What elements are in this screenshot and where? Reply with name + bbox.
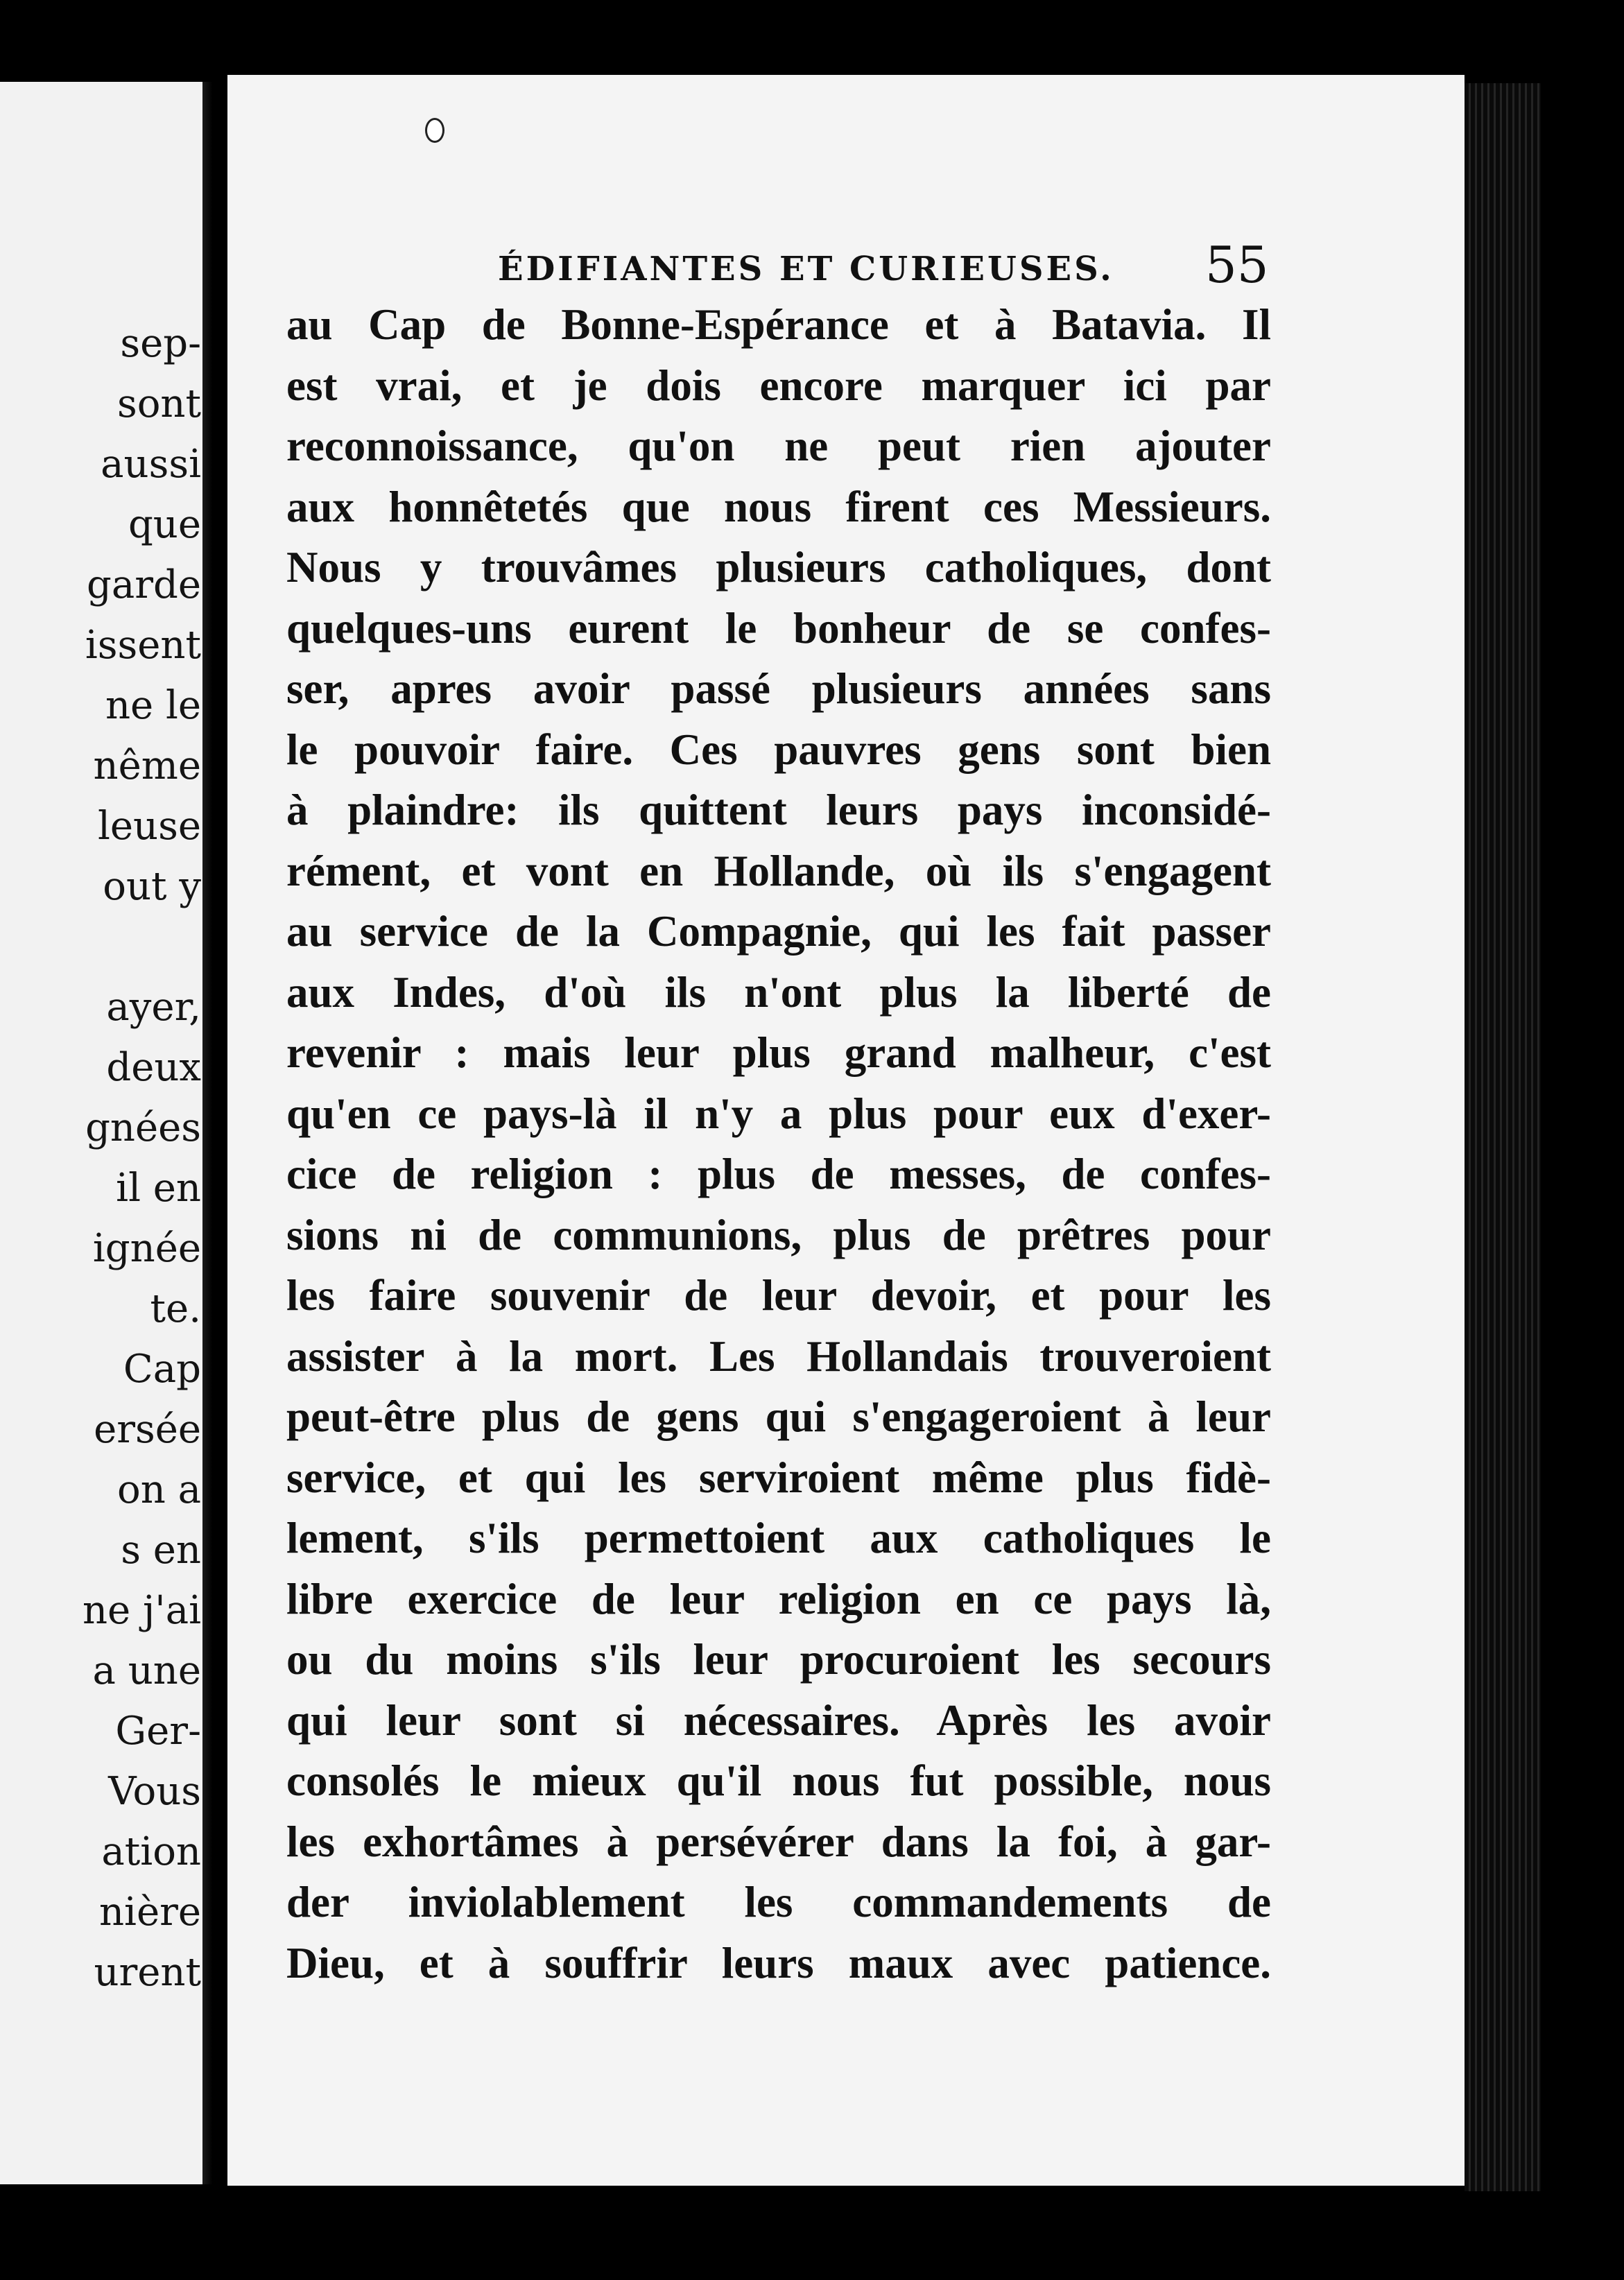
- text-line: le pouvoir faire. Ces pauvres gens sont bien: [286, 725, 1271, 774]
- text-line: au service de la Compagnie, qui les fait passer: [286, 907, 1271, 956]
- facing-page-fragment: a une: [92, 1648, 201, 1693]
- facing-page-fragment: Cap: [123, 1347, 201, 1392]
- text-line: Dieu, et à souffrir leurs maux avec patience.: [286, 1938, 1271, 1987]
- facing-page-fragment: sep-: [120, 321, 201, 366]
- page-number: 55: [1205, 236, 1269, 294]
- text-line: rément, et vont en Hollande, où ils s'engagent: [286, 846, 1271, 895]
- facing-page-fragment: Vous: [108, 1769, 201, 1814]
- page-55: [227, 75, 1465, 2186]
- facing-page-fragment: garde: [87, 562, 201, 607]
- facing-page-fragment: nême: [93, 743, 201, 788]
- facing-page-fragment: issent: [85, 623, 201, 668]
- text-line: ou du moins s'ils leur procuroient les secours: [286, 1635, 1271, 1684]
- text-line: revenir : mais leur plus grand malheur, c'est: [286, 1028, 1271, 1077]
- facing-page-fragment: urent: [94, 1950, 201, 1995]
- facing-page-fragment: nière: [98, 1890, 201, 1935]
- facing-page-fragment: Ger-: [115, 1709, 201, 1754]
- paper-blemish: [425, 118, 444, 143]
- text-line: service, et qui les serviroient même plus fidè-: [286, 1453, 1271, 1502]
- text-line: der inviolablement les commandements de: [286, 1878, 1271, 1926]
- facing-page-fragment: leuse: [98, 804, 201, 849]
- facing-page-fragment: que: [128, 502, 201, 547]
- text-line: peut-être plus de gens qui s'engageroient à leur: [286, 1392, 1271, 1441]
- text-line: qu'en ce pays-là il n'y a plus pour eux d'exer-: [286, 1089, 1271, 1138]
- text-line: est vrai, et je dois encore marquer ici par: [286, 361, 1271, 410]
- facing-page-fragment: aussi: [101, 442, 201, 487]
- facing-page-fragment: s en: [121, 1528, 201, 1573]
- text-line: au Cap de Bonne-Espérance et à Batavia. Il: [286, 300, 1271, 349]
- text-line: ser, apres avoir passé plusieurs années sans: [286, 664, 1271, 713]
- text-line: les faire souvenir de leur devoir, et pour les: [286, 1271, 1271, 1320]
- facing-page-fragment: ersée: [94, 1407, 201, 1452]
- text-line: libre exercice de leur religion en ce pays là,: [286, 1574, 1271, 1623]
- text-line: sions ni de communions, plus de prêtres pour: [286, 1210, 1271, 1259]
- facing-page-fragment: ignée: [92, 1226, 201, 1271]
- text-line: lement, s'ils permettoient aux catholiques le: [286, 1514, 1271, 1562]
- text-line: assister à la mort. Les Hollandais trouveroient: [286, 1331, 1271, 1381]
- facing-page-fragment: sont: [116, 381, 201, 426]
- facing-page-left: [0, 82, 202, 2184]
- text-line: Nous y trouvâmes plusieurs catholiques, dont: [286, 543, 1271, 591]
- facing-page-fragment: ne le: [105, 683, 201, 728]
- text-line: aux Indes, d'où ils n'ont plus la liberté de: [286, 967, 1271, 1017]
- facing-page-fragment: gnées: [85, 1105, 201, 1150]
- book-gutter: [202, 82, 227, 2184]
- page-edge-stack: [1465, 83, 1541, 2191]
- facing-page-fragment: il en: [116, 1166, 201, 1211]
- facing-page-fragment: on a: [117, 1467, 201, 1512]
- facing-page-fragment: te.: [150, 1286, 201, 1331]
- facing-page-fragment: ne j'ai: [82, 1588, 201, 1633]
- text-line: quelques-uns eurent le bonheur de se confes-: [286, 603, 1271, 653]
- text-line: qui leur sont si nécessaires. Après les avoir: [286, 1695, 1271, 1745]
- text-line: à plaindre: ils quittent leurs pays inconsidé-: [286, 786, 1271, 834]
- text-line: reconnoissance, qu'on ne peut rien ajouter: [286, 422, 1271, 470]
- facing-page-fragment: deux: [106, 1045, 201, 1090]
- facing-page-fragment: out y: [103, 864, 201, 909]
- facing-page-fragment: ation: [101, 1829, 201, 1874]
- text-line: consolés le mieux qu'il nous fut possible, nous: [286, 1756, 1271, 1805]
- text-line: aux honnêtetés que nous firent ces Messieurs.: [286, 482, 1271, 531]
- text-line: les exhortâmes à persévérer dans la foi, à gar-: [286, 1817, 1271, 1866]
- running-head: ÉDIFIANTES ET CURIEUSES.: [498, 250, 1114, 288]
- facing-page-fragment: ayer,: [106, 985, 201, 1030]
- text-line: cice de religion : plus de messes, de confes-: [286, 1150, 1271, 1198]
